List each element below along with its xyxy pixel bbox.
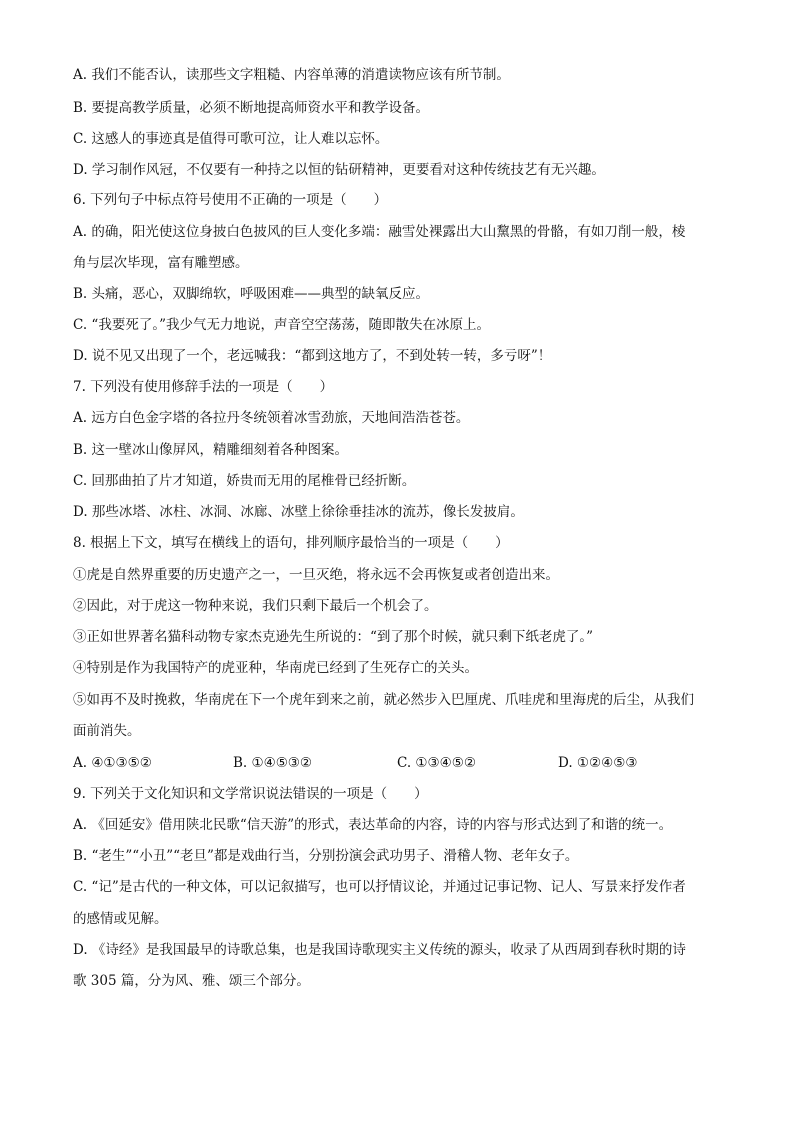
q7-option-c: C. 回那曲拍了片才知道，娇贵而无用的尾椎骨已经折断。 [73,473,416,489]
q8-sentence-1: ①虎是自然界重要的历史遗产之一，一旦灭绝，将永远不会再恢复或者创造出来。 [73,567,559,583]
q5-option-b: B. 要提高教学质量，必须不断地提高师资水平和教学设备。 [73,100,430,116]
q8-options-row [73,753,723,773]
q9-option-b: B. “老生”“小丑”“老旦”都是戏曲行当，分别扮演会武功男子、滑稽人物、老年女子。 [73,848,579,864]
q7-option-d: D. 那些冰塔、冰柱、冰洞、冰廊、冰壁上徐徐垂挂冰的流苏，像长发披肩。 [73,504,524,520]
q9-option-a: A. 《回延安》借用陕北民歌“信天游”的形式，表达革命的内容，诗的内容与形式达到了和谐的统一。 [73,817,673,833]
q9-option-d-line2: 歌 305 篇，分为风、雅、颂三个部分。 [73,973,310,989]
q6-option-a-line2: 角与层次毕现，富有雕塑感。 [73,255,249,271]
q5-option-d: D. 学习制作风冠，不仅要有一种持之以恒的钻研精神，更要看对这种传统技艺有无兴趣。 [73,162,605,178]
q8-sentence-5-line1: ⑤如再不及时挽救，华南虎在下一个虎年到来之前，就必然步入巴厘虎、爪哇虎和里海虎的后尘，从我们 [73,692,694,708]
q8-sentence-2: ②因此，对于虎这一物种来说，我们只剩下最后一个机会了。 [73,598,438,614]
q7-option-a: A. 远方白色金字塔的各拉丹冬统领着冰雪劲旅，天地间浩浩苍苍。 [73,410,470,426]
q6-option-b: B. 头痛，恶心，双脚绵软，呼吸困难——典型的缺氧反应。 [73,286,430,302]
q8-sentence-4: ④特别是作为我国特产的虎亚种，华南虎已经到了生死存亡的关头。 [73,660,478,676]
q7-option-b: B. 这一壁冰山像屏风，精雕细刻着各种图案。 [73,442,349,458]
q6-stem: 6. 下列句子中标点符号使用不正确的一项是（ ） [73,192,388,208]
q9-stem: 9. 下列关于文化知识和文学常识说法错误的一项是（ ） [73,786,428,802]
q8-option-d: D. ①②④⑤③ [558,755,638,771]
q8-option-c: C. ①③④⑤② [397,755,476,771]
q8-option-b: B. ①④⑤③② [233,755,313,771]
q9-option-c-line1: C. “记”是古代的一种文体，可以记叙描写，也可以抒情议论，并通过记事记物、记人、写景来抒发作者 [73,879,686,895]
q8-option-a: A. ④①③⑤② [73,755,152,771]
q9-option-c-line2: 的感情或见解。 [73,911,168,927]
q8-sentence-3: ③正如世界著名猫科动物专家杰克逊先生所说的：“到了那个时候，就只剩下纸老虎了。” [73,629,594,645]
q5-option-a: A. 我们不能否认，读那些文字粗糙、内容单薄的消遣读物应该有所节制。 [73,67,510,83]
q8-sentence-5-line2: 面前消失。 [73,723,141,739]
q8-stem: 8. 根据上下文，填写在横线上的语句，排列顺序最恰当的一项是（ ） [73,535,509,551]
q6-option-a-line1: A. 的确，阳光使这位身披白色披风的巨人变化多端：融雪处裸露出大山黧黑的骨骼，有如刀削一般，棱 [73,224,686,240]
q7-stem: 7. 下列没有使用修辞手法的一项是（ ） [73,379,334,395]
q9-option-d-line1: D. 《诗经》是我国最早的诗歌总集，也是我国诗歌现实主义传统的源头，收录了从西周到春秋时期的诗 [73,942,686,958]
q6-option-c: C. “我要死了。”我少气无力地说，声音空空荡荡，随即散失在冰原上。 [73,317,490,333]
q6-option-d: D. 说不见又出现了一个，老远喊我：“都到这地方了，不到处转一转，多亏呀”！ [73,348,552,364]
q5-option-c: C. 这感人的事迹真是值得可歌可泣，让人难以忘怀。 [73,131,389,147]
